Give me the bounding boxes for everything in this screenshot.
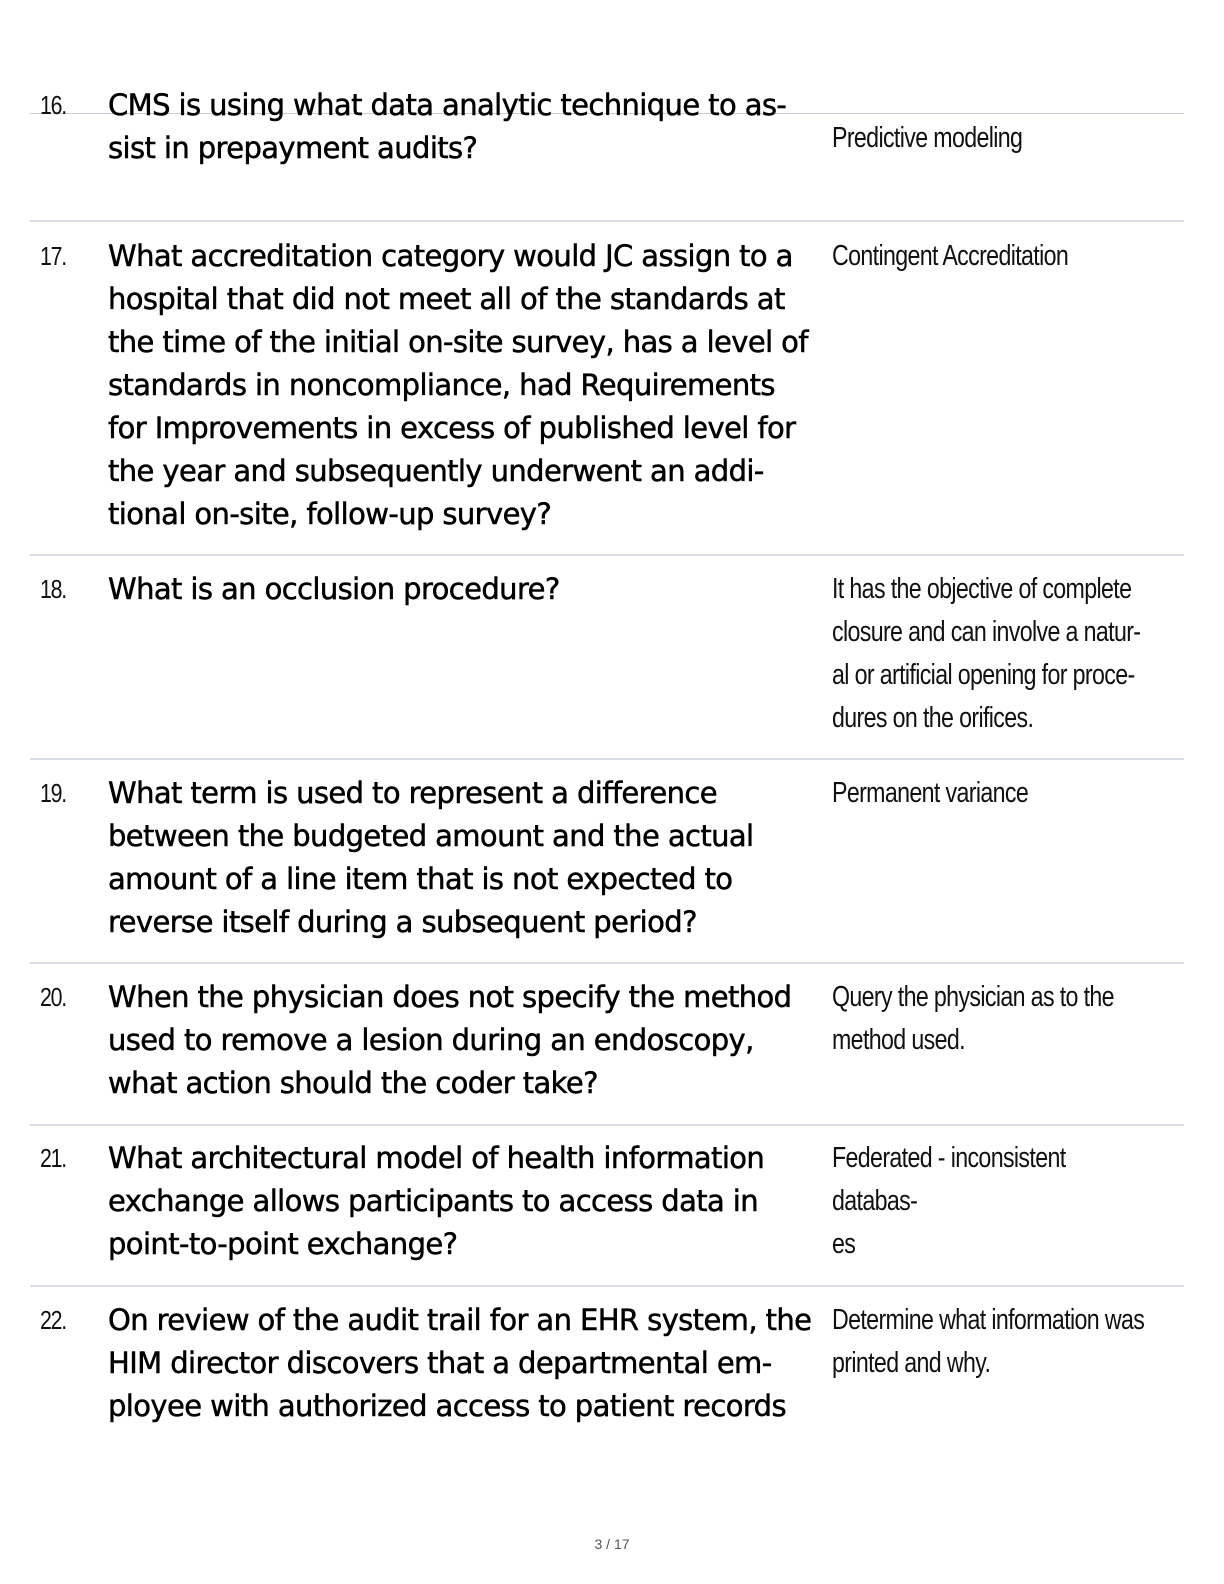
answer-text: It has the objective of complete closure and can involve a natur- al or artificial opening for proce- dures on the orifices.: [832, 573, 1141, 734]
item-number: 20.: [40, 982, 66, 1012]
divider: [30, 758, 1184, 760]
item-number: 19.: [40, 778, 66, 808]
divider: [30, 962, 1184, 964]
question-text: What term is used to represent a difference between the budgeted amount and the actual amount of a line item that is not expected to reverse itself during a subsequent period?: [108, 776, 754, 939]
answer-text: Contingent Accreditation: [832, 240, 1069, 272]
item-number: 18.: [40, 574, 66, 604]
item-number: 16.: [40, 90, 66, 120]
page-indicator: 3 / 17: [594, 1536, 630, 1552]
answer-text: Query the physician as to the method used.: [832, 981, 1114, 1056]
item-number: 21.: [40, 1143, 66, 1173]
item-number: 17.: [40, 241, 66, 271]
question-text: What architectural model of health information exchange allows participants to access data in point-to-point exchange?: [108, 1141, 765, 1261]
answer-text: Permanent variance: [832, 777, 1029, 809]
question-text: What is an occlusion procedure?: [108, 572, 560, 606]
question-text: What accreditation category would JC assign to a hospital that did not meet all of the standards at the time of the initial on-site survey, has a level of standards in noncompliance, had Requirements for Improvements in excess of published level for the year and subsequently underwent an addi- tional on-site, follow-up survey?: [108, 239, 808, 531]
item-number: 22.: [40, 1305, 66, 1335]
question-text: When the physician does not specify the method used to remove a lesion during an endoscopy, what action should the coder take?: [108, 980, 792, 1100]
question-text: On review of the audit trail for an EHR system, the HIM director discovers that a departmental em- ployee with authorized access to patient records: [108, 1303, 812, 1423]
answer-text: Determine what information was printed and why.: [832, 1304, 1145, 1379]
answer-text: Federated - inconsistent databas- es: [832, 1142, 1066, 1260]
answer-text: Predictive modeling: [832, 122, 1023, 154]
question-text: CMS is using what data analytic technique to as- sist in prepayment audits?: [108, 88, 787, 165]
divider: [30, 1285, 1184, 1287]
divider: [30, 1124, 1184, 1126]
divider: [30, 554, 1184, 556]
divider: [30, 220, 1184, 222]
